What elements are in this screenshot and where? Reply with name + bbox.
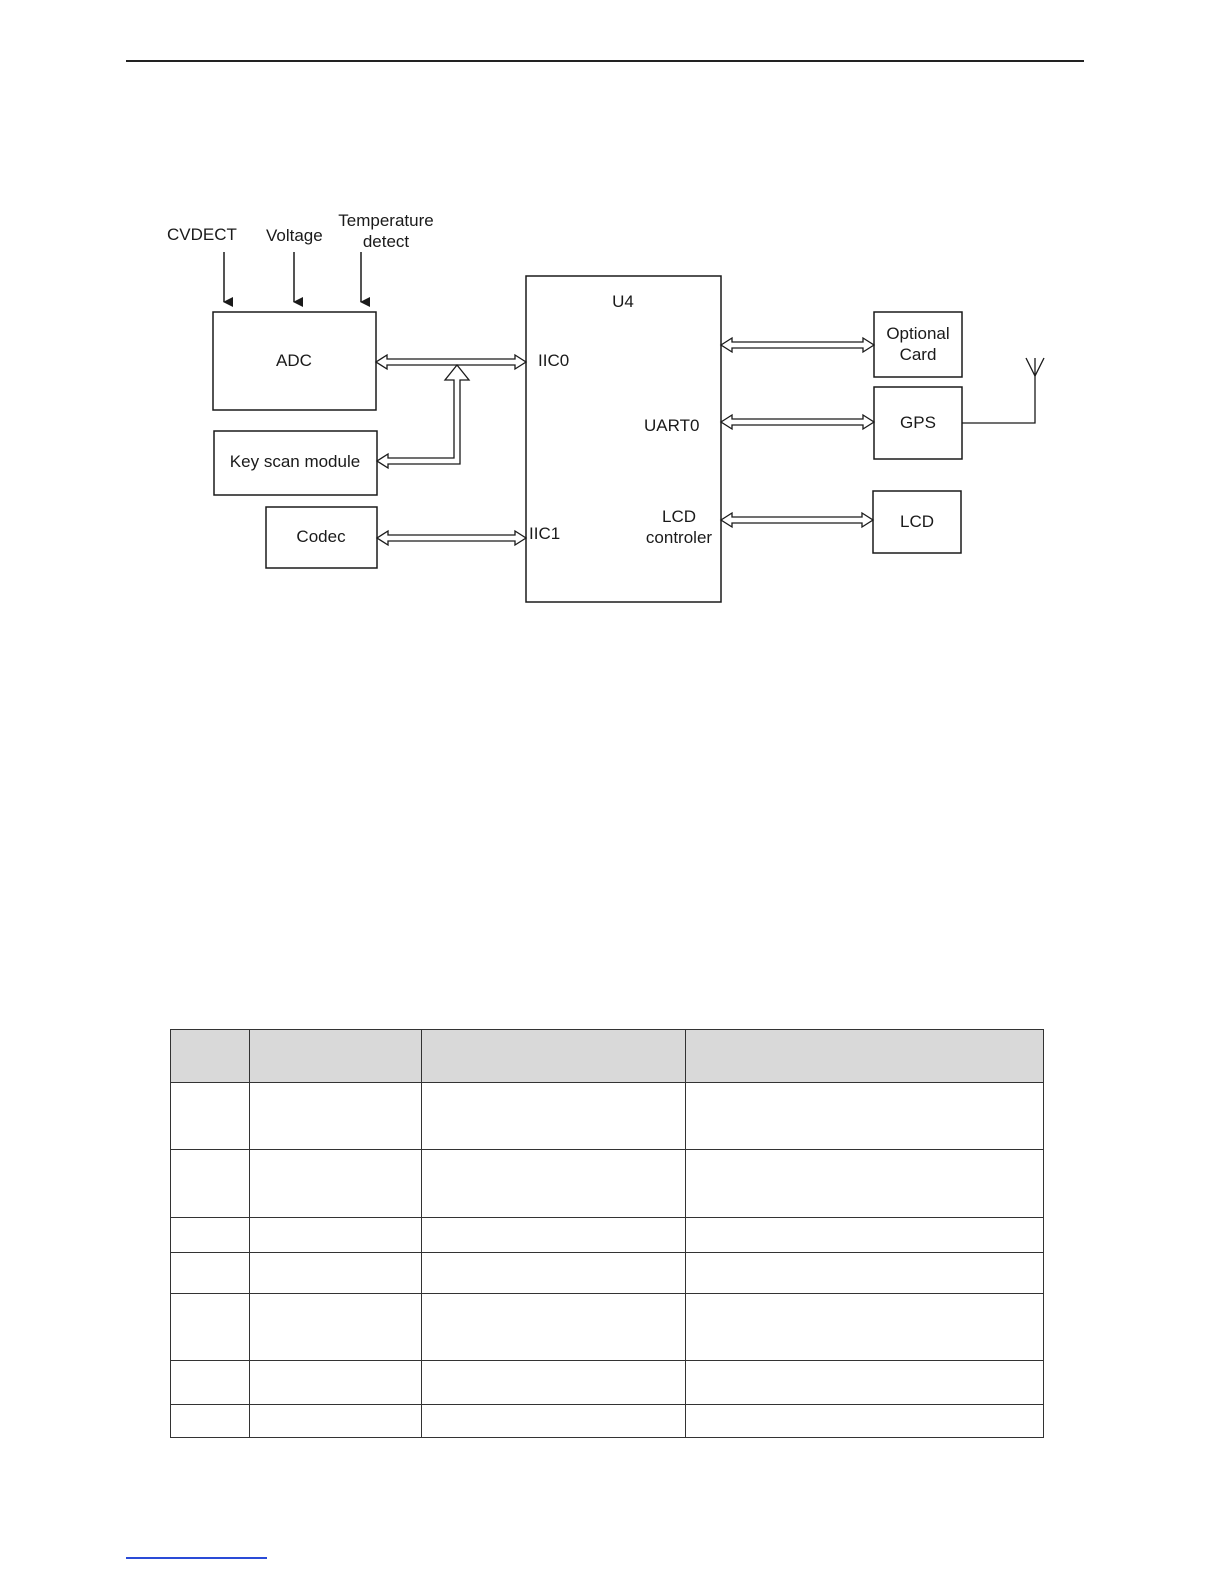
table-cell <box>422 1150 686 1218</box>
table-cell <box>686 1083 1044 1150</box>
table-cell <box>422 1361 686 1405</box>
gps-label: GPS <box>900 413 936 432</box>
table-cell <box>171 1294 250 1361</box>
table-cell <box>171 1218 250 1253</box>
table-cell <box>422 1294 686 1361</box>
input-label-cvdect: CVDECT <box>167 225 237 244</box>
footer-link-underline[interactable] <box>126 1557 267 1559</box>
table-row <box>171 1405 1044 1438</box>
input-label-temperature-detect: detect <box>362 232 410 251</box>
lcd-bus-arrow <box>721 513 873 527</box>
optional-card-bus-arrow <box>721 338 874 352</box>
table-cell <box>171 1253 250 1294</box>
table-row <box>171 1083 1044 1150</box>
table-cell <box>250 1361 422 1405</box>
adc-label: ADC <box>276 351 312 370</box>
lcd-label: LCD <box>899 512 935 531</box>
table-row <box>171 1253 1044 1294</box>
table-header-cell <box>171 1030 250 1083</box>
table-cell <box>422 1083 686 1150</box>
key-scan-label: Key scan module <box>229 452 361 471</box>
table-header-cell <box>686 1030 1044 1083</box>
lcd-controller-port-label-line2: controler <box>645 528 713 547</box>
key-scan-bus-arrow <box>377 365 469 468</box>
table-cell <box>686 1361 1044 1405</box>
table-row <box>171 1361 1044 1405</box>
input-label-voltage: Voltage <box>266 226 323 245</box>
iic1-port-label: IIC1 <box>529 524 561 543</box>
table-cell <box>422 1253 686 1294</box>
iic0-port-label: IIC0 <box>538 351 570 370</box>
table-cell <box>250 1083 422 1150</box>
block-diagram <box>0 0 1224 640</box>
table-cell <box>250 1218 422 1253</box>
table-cell <box>686 1218 1044 1253</box>
table-cell <box>171 1083 250 1150</box>
lcd-controller-port-label: LCD <box>661 507 697 526</box>
table-cell <box>422 1405 686 1438</box>
u4-block <box>526 276 721 602</box>
codec-label: Codec <box>296 527 346 546</box>
table-header-cell <box>422 1030 686 1083</box>
codec-iic1-bus-arrow <box>377 531 526 545</box>
optional-card-label-line2: Card <box>899 345 937 364</box>
table-header-cell <box>250 1030 422 1083</box>
table-cell <box>250 1150 422 1218</box>
u4-label: U4 <box>612 292 634 311</box>
table-cell <box>422 1218 686 1253</box>
table-cell <box>250 1294 422 1361</box>
table-cell <box>686 1294 1044 1361</box>
table-row <box>171 1150 1044 1218</box>
spec-table <box>170 1029 1044 1438</box>
gps-uart0-bus-arrow <box>721 415 874 429</box>
input-label-temperature: Temperature <box>338 211 434 230</box>
optional-card-label: Optional <box>886 324 950 343</box>
table-cell <box>171 1405 250 1438</box>
adc-iic0-bus-arrow <box>376 355 526 369</box>
table-cell <box>686 1150 1044 1218</box>
table-cell <box>686 1253 1044 1294</box>
table-cell <box>171 1150 250 1218</box>
table-cell <box>250 1253 422 1294</box>
table-cell <box>686 1405 1044 1438</box>
uart0-port-label: UART0 <box>644 416 700 435</box>
table-row <box>171 1294 1044 1361</box>
table-row <box>171 1218 1044 1253</box>
table-cell <box>250 1405 422 1438</box>
table-header-row <box>171 1030 1044 1083</box>
table-cell <box>171 1361 250 1405</box>
gps-antenna-icon <box>962 358 1044 423</box>
